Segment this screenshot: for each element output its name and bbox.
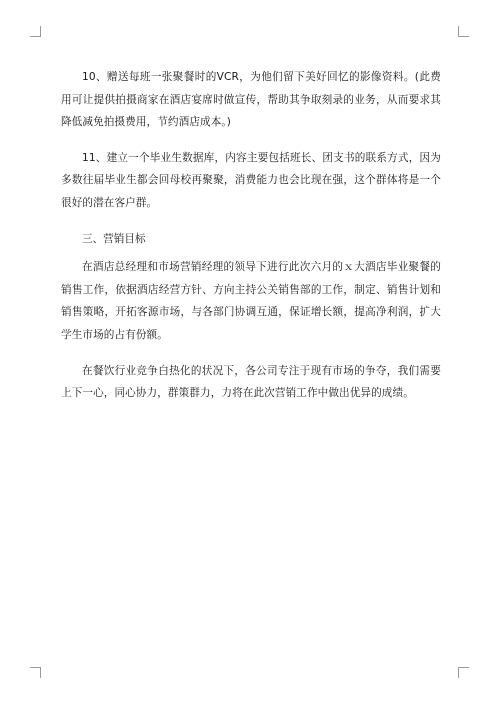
paragraph-competition: 在餐饮行业竞争白热化的状况下，各公司专注于现有市场的争夺，我们需要上下一心，同心协力，群策群力，力将在此次营销工作中做出优异的成绩。 [61,364,441,400]
paragraph-item-11: 11、建立一个毕业生数据库，内容主要包括班长、团支书的联系方式，因为多数往届毕业生都会回母校再聚聚，消费能力也会比现在强，这个群体将是一个很好的潜在客户群。 [61,151,441,209]
crop-mark-top-left [30,26,41,37]
document-body [61,66,441,418]
paragraph-item-10: 10、赠送每班一张聚餐时的VCR，为他们留下美好回忆的影像资料。(此费用可让提供拍摄商家在酒店宴席时做宣传，帮助其争取刻录的业务，从而要求其降低减免拍摄费用，节约酒店成本。) [61,71,441,129]
crop-mark-bottom-left [30,667,41,678]
section-heading: 三、营销目标 [82,232,146,245]
crop-mark-bottom-right [458,667,469,678]
paragraph-marketing-goal: 在酒店总经理和市场营销经理的领导下进行此次六月的ｘ大酒店毕业聚餐的销售工作，依据酒店经营方针、方向主持公关销售部的工作，制定、销售计划和销售策略，开拓客源市场，与各部门协调互通，保证增长额，提高净利润，扩大学生市场的占有份额。 [61,261,441,341]
crop-mark-top-right [458,26,469,37]
